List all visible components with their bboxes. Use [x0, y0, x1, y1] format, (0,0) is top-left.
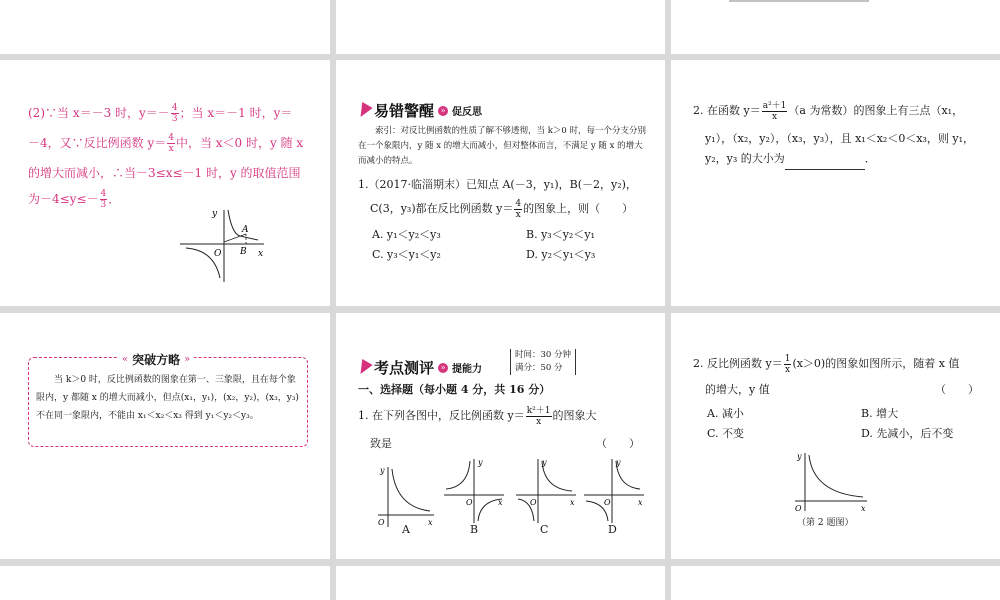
answer-paren: （ ）: [596, 437, 640, 450]
point-b-label: B: [240, 247, 247, 257]
axis-y-label: y: [616, 458, 621, 467]
slide-question-2b: [671, 313, 1000, 559]
origin-label: O: [214, 249, 222, 259]
pen-icon: [355, 358, 372, 376]
double-left-arrow-icon: «: [122, 354, 129, 365]
arrow-badge-icon: »: [438, 106, 448, 116]
section-subtitle: 促反思: [452, 107, 483, 118]
time-score-box: [510, 349, 576, 375]
axis-x-label: x: [258, 249, 264, 259]
axis-y-label: y: [380, 466, 385, 475]
point-a-label: A: [242, 225, 249, 235]
slide-bottom-right: [671, 566, 1000, 600]
question-2-line-1: 2. 在函数 y＝ $\frac{\text{a²＋1}}{x}$ （a 为常数）的图象上有三点（x₁，: [693, 100, 964, 122]
question-1-line-2: C(3，y₃)都在反比例函数 y＝ $\frac{4}{x}$ 的图象上，则（ ）: [370, 198, 634, 220]
graph-label-c: C: [540, 523, 549, 536]
axis-x-label: x: [428, 518, 433, 527]
section-title: 考点测评: [374, 359, 435, 377]
section-heading: 一、选择题（每小题 4 分，共 16 分）: [358, 383, 551, 396]
fraction: $\frac{4}{3}$: [171, 103, 178, 124]
strategy-title: 突破方略: [132, 353, 181, 367]
origin-label: O: [795, 504, 802, 513]
double-right-arrow-icon: »: [184, 354, 191, 365]
question-2-line-2: 的增大，y 值: [705, 383, 770, 396]
figure-caption: （第 2 题图）: [797, 518, 854, 528]
question-1-line-1: 1. 在下列各图中，反比例函数 y＝ $\frac{\text{k²＋1}}{x}$ 的图象大: [358, 405, 597, 427]
slide-bottom-middle: [336, 566, 665, 600]
index-note: 索引：对反比例函数的性质了解不够透彻，当 k＞0 时，每一个分支分别在一个象限内，y 随 x 的增大而减小，但对整体而言，不满足 y 随 x 的增大而减小的特点。: [358, 126, 646, 166]
answer-blank[interactable]: [785, 157, 865, 170]
graph-label-a: A: [402, 523, 410, 536]
question-2-graph: [791, 449, 871, 513]
solution-line-2: －4，又∵反比例函数 y＝ $\frac{4}{x}$ 中，当 x＜0 时，y 随 x: [28, 133, 304, 154]
fraction: $\frac{1}{x}$: [784, 353, 791, 375]
origin-label: O: [604, 498, 611, 507]
slide-breakthrough: [0, 313, 330, 559]
cut-off-text-line: [729, 0, 869, 2]
question-1-line-2: 致是: [370, 437, 392, 450]
slide-solution: [0, 60, 330, 306]
option-c[interactable]: C. 不变: [707, 427, 745, 440]
answer-paren: （ ）: [935, 383, 979, 396]
fraction: $\frac{4}{x}$: [515, 198, 522, 220]
graph-label-d: D: [608, 523, 617, 536]
option-graph-d[interactable]: [582, 455, 646, 525]
option-graph-c[interactable]: [514, 455, 578, 525]
option-d[interactable]: D. y₂＜y₁＜y₃: [526, 248, 596, 261]
origin-label: O: [530, 498, 537, 507]
slide-top-middle: [336, 0, 665, 54]
option-b[interactable]: B. y₃＜y₂＜y₁: [526, 228, 595, 241]
strategy-header: [118, 351, 194, 368]
slide-top-left: [0, 0, 330, 54]
fraction: $\frac{4}{3}$: [100, 189, 107, 210]
hyperbola-graph: [176, 204, 276, 284]
solution-line-1: (2)∵当 x＝－3 时，y＝－ $\frac{4}{3}$ ；当 x＝－1 时，y＝: [28, 103, 293, 124]
question-1-line-1: 1.（2017·临淄期末）已知点 A(－3，y₁)，B(－2，y₂)，: [358, 178, 637, 191]
question-2-line-3: y₂，y₃ 的大小为 ．: [705, 148, 876, 170]
fraction: $\frac{\text{a²＋1}}{x}$: [762, 100, 787, 122]
option-a[interactable]: A. y₁＜y₂＜y₃: [372, 228, 441, 241]
slide-question-2: [671, 60, 1000, 306]
section-header: [358, 357, 482, 378]
axis-y-label: y: [212, 209, 218, 219]
origin-label: O: [378, 518, 385, 527]
slide-assessment: [336, 313, 665, 559]
graph-label-b: B: [470, 523, 479, 536]
pen-icon: [355, 101, 372, 119]
time-limit: 时间：30 分钟: [515, 350, 572, 360]
fraction: $\frac{\text{k²＋1}}{x}$: [526, 405, 551, 427]
section-header: [358, 100, 482, 121]
axis-x-label: x: [570, 498, 575, 507]
option-b[interactable]: B. 增大: [861, 407, 899, 420]
arrow-badge-icon: »: [438, 363, 448, 373]
solution-line-3: 的增大而减小，∴当－3≤x≤－1 时，y 的取值范围: [28, 166, 301, 180]
fraction: $\frac{4}{x}$: [168, 133, 174, 154]
axis-y-label: y: [478, 458, 483, 467]
option-graph-b[interactable]: [442, 455, 506, 525]
axis-y-label: y: [797, 452, 802, 461]
axis-x-label: x: [861, 504, 866, 513]
axis-x-label: x: [498, 498, 503, 507]
question-2-line-2: y₁），（x₂，y₂），（x₃，y₃），且 x₁＜x₂＜0＜x₃，则 y₁，: [705, 132, 975, 145]
slide-top-right: [671, 0, 1000, 54]
option-d[interactable]: D. 先减小，后不变: [861, 427, 954, 440]
strategy-body: 当 k＞0 时，反比例函数的图象在第一、三象限，且在每个象限内，y 都随 x 的增大而减小，但点(x₁，y₁)，(x₂，y₂)，(x₃，y₃)不在同一象限内，不能由 x₁＜x₂＜x₃ 得到 y₁＜y₂＜y₃。: [36, 375, 299, 421]
option-a[interactable]: A. 减小: [707, 407, 744, 420]
axis-x-label: x: [638, 498, 643, 507]
full-score: 满分：50 分: [515, 363, 563, 373]
section-subtitle: 提能力: [452, 364, 483, 375]
option-c[interactable]: C. y₃＜y₁＜y₂: [372, 248, 441, 261]
solution-line-4: 为－4≤y≤－ $\frac{4}{3}$ ．: [28, 189, 121, 210]
slide-bottom-left: [0, 566, 330, 600]
origin-label: O: [466, 498, 473, 507]
question-2-line-1: 2. 反比例函数 y＝ $\frac{1}{x}$ (x＞0)的图象如图所示，随着 x 值: [693, 353, 960, 375]
option-graph-a[interactable]: [374, 461, 438, 531]
slide-error-warning: [336, 60, 665, 306]
axis-y-label: y: [542, 458, 547, 467]
section-title: 易错警醒: [374, 102, 435, 120]
